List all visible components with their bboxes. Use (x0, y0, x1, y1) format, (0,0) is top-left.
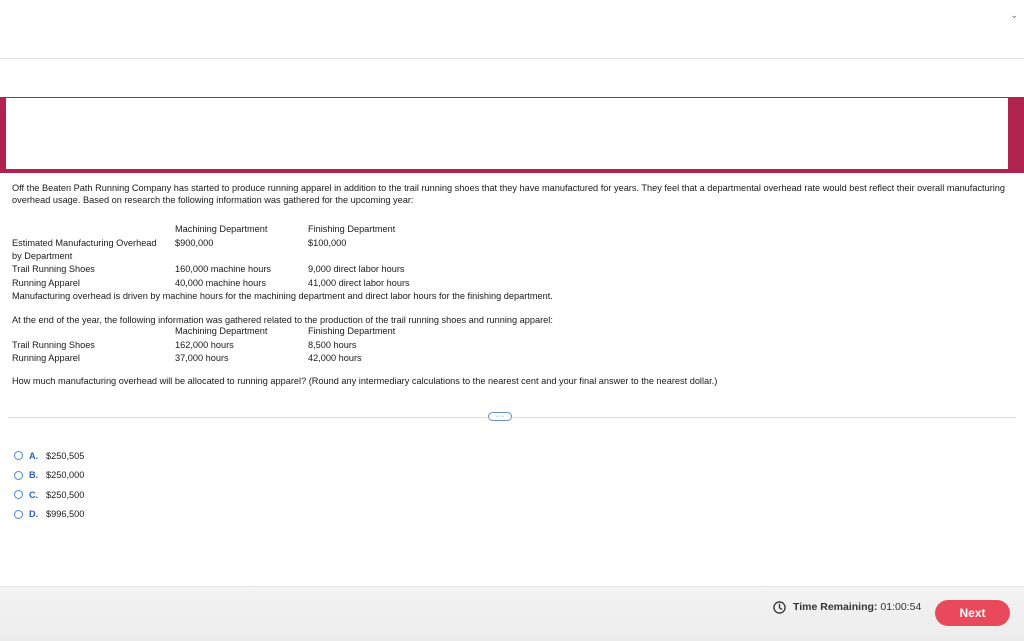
table-row (12, 278, 1012, 292)
header-banner (0, 97, 1024, 173)
clock-icon (773, 601, 786, 614)
table-row (12, 251, 1012, 264)
row-label: by Department (12, 251, 73, 261)
table-cell: 40,000 machine hours (175, 277, 266, 288)
table-cell: $100,000 (308, 237, 347, 248)
chevron-down-icon[interactable]: ⌄ (1010, 10, 1018, 20)
table-cell: 162,000 hours (175, 339, 234, 350)
row-label: Running Apparel (12, 353, 80, 363)
table-row (12, 264, 1012, 278)
row-label: Trail Running Shoes (12, 339, 95, 350)
choice-a[interactable] (14, 446, 84, 466)
table-cell: 9,000 direct labor hours (308, 264, 405, 274)
choice-d[interactable] (14, 505, 84, 525)
next-button[interactable]: Next (935, 600, 1010, 626)
timer-label: Time Remaining: (793, 601, 878, 613)
top-strip (0, 0, 1024, 59)
table-cell: 8,500 hours (308, 339, 357, 350)
driver-note: Manufacturing overhead is driven by machine hours for the machining department and direct labor hours for the finishing department. (12, 291, 553, 301)
table-header-row (12, 326, 1012, 340)
choice-value: $250,505 (46, 450, 85, 461)
choice-value: $250,500 (46, 489, 85, 500)
choice-letter: C. (29, 489, 39, 500)
choice-value: $996,500 (46, 509, 85, 520)
row-label: Trail Running Shoes (12, 264, 95, 274)
timer-value: 01:00:54 (880, 601, 922, 613)
radio-button[interactable] (14, 471, 23, 480)
column-header: Finishing Department (308, 224, 396, 234)
table-cell: 37,000 hours (175, 353, 229, 363)
row-label: Running Apparel (12, 277, 80, 288)
table-cell: 42,000 hours (308, 353, 362, 363)
choice-c[interactable] (14, 485, 84, 505)
expand-more-button[interactable]: ···· (488, 412, 512, 421)
choice-value: $250,000 (46, 470, 85, 481)
table-cell: 41,000 direct labor hours (308, 277, 410, 288)
choice-letter: A. (29, 450, 39, 461)
table-row (12, 340, 1012, 354)
section-divider (8, 417, 1016, 418)
answer-choices (14, 446, 84, 524)
radio-button[interactable] (14, 510, 23, 519)
row-label: Estimated Manufacturing Overhead (12, 237, 157, 248)
choice-letter: B. (29, 470, 39, 481)
question-intro: Off the Beaten Path Running Company has started to produce running apparel in addition to the trail running shoes that they have manufactured for years. They feel that a departmental overhead rate would best reflect their overall manufacturing overhead usage. Based on research the following information was gathered for the upcoming year: (12, 183, 1006, 205)
table-cell: 160,000 machine hours (175, 264, 272, 274)
column-header: Finishing Department (308, 326, 396, 336)
actual-intro: At the end of the year, the following information was gathered related to the production of the trail running shoes and running apparel: (12, 314, 553, 325)
column-header: Machining Department (175, 224, 268, 234)
table-row (12, 238, 1012, 252)
choice-letter: D. (29, 509, 39, 520)
choice-b[interactable] (14, 466, 84, 486)
radio-button[interactable] (14, 451, 23, 460)
banner-content-area (6, 98, 1008, 169)
question-body (12, 183, 1012, 387)
column-header: Machining Department (175, 326, 268, 336)
actual-table (12, 326, 1012, 367)
radio-button[interactable] (14, 490, 23, 499)
estimate-table (12, 224, 1012, 291)
table-cell: $900,000 (175, 237, 214, 248)
time-remaining (773, 600, 921, 614)
table-header-row (12, 224, 1012, 238)
table-row (12, 353, 1012, 367)
question-prompt: How much manufacturing overhead will be allocated to running apparel? (Round any intermediary calculations to the nearest cent and your final answer to the nearest dollar.) (12, 375, 718, 386)
